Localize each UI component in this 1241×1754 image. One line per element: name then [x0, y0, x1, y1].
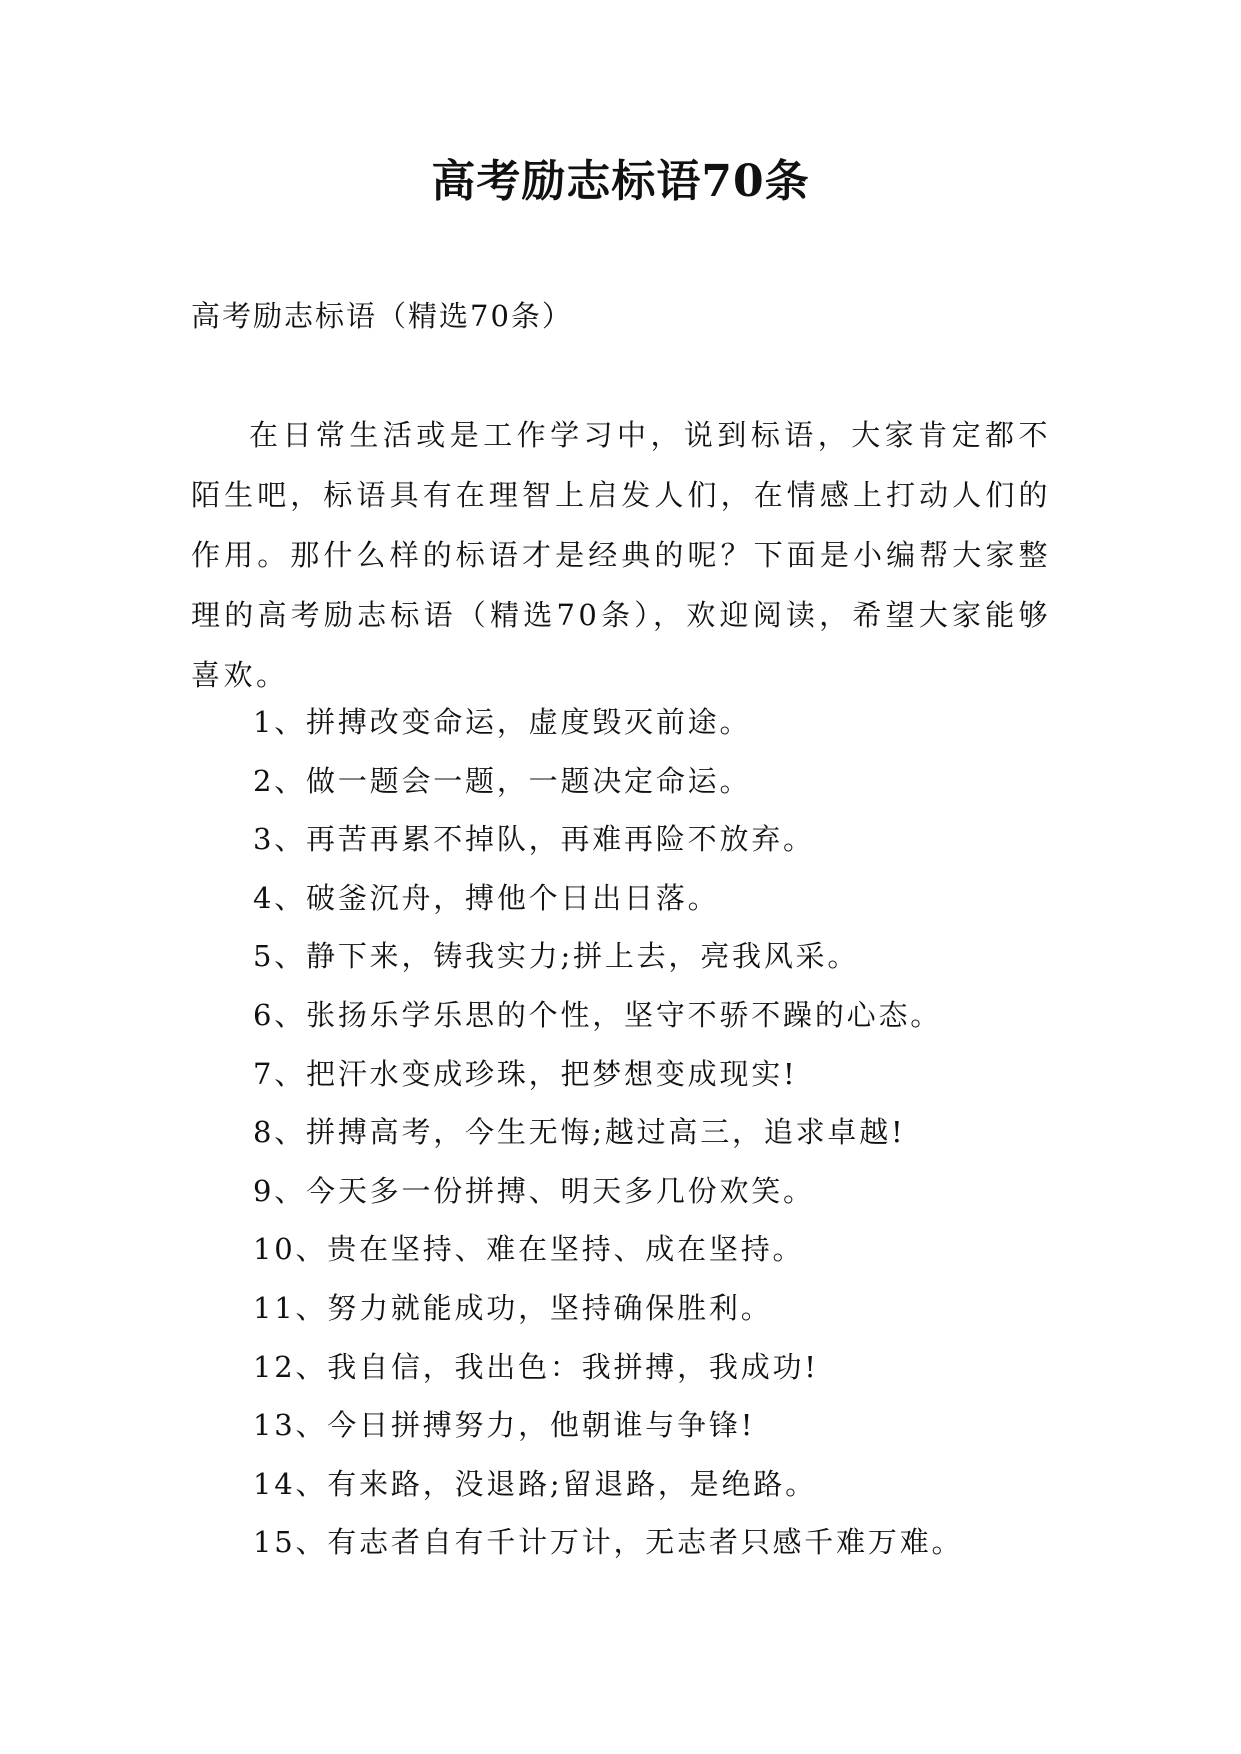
list-item: 15、有志者自有千计万计，无志者只感千难万难。 — [253, 1525, 964, 1560]
document-subtitle: 高考励志标语（精选70条） — [191, 299, 573, 333]
list-item: 10、贵在坚持、难在坚持、成在坚持。 — [253, 1232, 805, 1267]
document-title: 高考励志标语70条 — [431, 156, 810, 207]
list-item: 11、努力就能成功，坚持确保胜利。 — [253, 1290, 773, 1325]
list-item: 6、张扬乐学乐思的个性，坚守不骄不躁的心态。 — [253, 997, 943, 1032]
list-item: 12、我自信，我出色：我拼搏，我成功! — [253, 1349, 819, 1384]
list-item: 3、再苦再累不掉队，再难再险不放弃。 — [253, 822, 815, 857]
list-item: 7、把汗水变成珍珠，把梦想变成现实! — [253, 1056, 798, 1091]
list-item: 1、拼搏改变命运，虚度毁灭前途。 — [253, 705, 752, 739]
list-item: 9、今天多一份拼搏、明天多几份欢笑。 — [253, 1173, 815, 1208]
list-item: 14、有来路，没退路;留退路，是绝路。 — [253, 1466, 817, 1501]
list-item: 5、静下来，铸我实力;拼上去，亮我风采。 — [253, 939, 860, 974]
list-item: 8、拼搏高考，今生无悔;越过高三，追求卓越! — [253, 1115, 906, 1150]
list-item: 13、今日拼搏努力，他朝谁与争锋! — [253, 1408, 756, 1443]
slogan-list — [253, 700, 963, 1579]
list-item: 4、破釜沉舟，搏他个日出日落。 — [253, 880, 720, 915]
intro-paragraph: 在日常生活或是工作学习中，说到标语，大家肯定都不陌生吧，标语具有在理智上启发人们，在情感上打动人们的作用。那什么样的标语才是经典的呢？下面是小编帮大家整理的高考励志标语（精选70条），欢迎阅读，希望大家能够喜欢。 — [191, 418, 1051, 692]
list-item: 2、做一题会一题，一题决定命运。 — [253, 763, 752, 798]
